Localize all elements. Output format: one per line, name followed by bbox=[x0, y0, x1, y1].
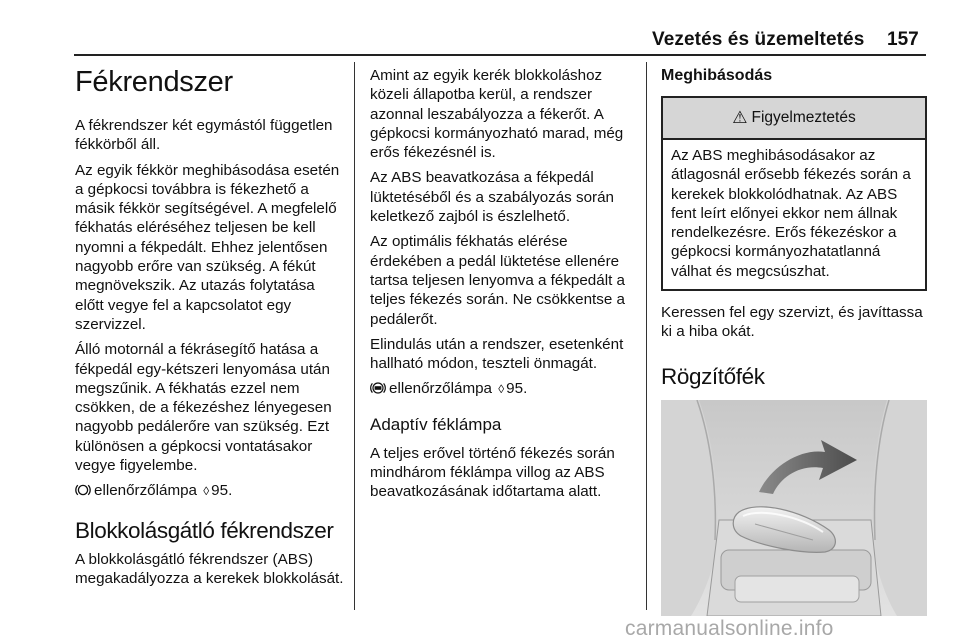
paragraph: Amint az egyik kerék blokkoláshoz közeli állapotba kerül, a rendszer azonnal leszabályozza a fékerőt. A gépkocsi kormányozható marad, még erős fékezésnél is. bbox=[370, 67, 624, 162]
heading-abs: Blokkolásgátló fékrendszer bbox=[75, 517, 334, 543]
lamp-ref-page[interactable]: 95. bbox=[506, 380, 528, 398]
header-rule bbox=[74, 54, 926, 56]
column-1 bbox=[75, 66, 347, 594]
page-reference-icon: ◊ bbox=[498, 382, 505, 397]
paragraph: A fékrendszer két egymástól független fékkörből áll. bbox=[75, 117, 333, 154]
warning-text: Az ABS meghibásodásakor az átlagosnál erősebb fékezés során a kerekek blokkolódhatnak. Az ABS fent leírt előnyei ekkor nem állnak rendelkezésre. Erős fékezéskor a gépkocsi kormányozhatatlanná válhat és megcsúszhat. bbox=[671, 147, 911, 280]
column-2 bbox=[370, 66, 638, 508]
heading-fekrendszer: Fékrendszer bbox=[75, 66, 233, 98]
paragraph: Az ABS beavatkozása a fékpedál lüktetéséből és a szabályozás során keletkező zajból is észlelhető. bbox=[370, 169, 614, 226]
page-number: 157 bbox=[887, 29, 919, 50]
parking-brake-illustration bbox=[661, 400, 927, 616]
lamp-reference bbox=[370, 379, 638, 399]
warning-body bbox=[663, 140, 925, 289]
lamp-ref-page[interactable]: 95. bbox=[211, 482, 233, 500]
warning-triangle-icon: ⚠ bbox=[732, 108, 748, 127]
paragraph: Keressen fel egy szervizt, és javíttassa ki a hiba okát. bbox=[661, 304, 923, 341]
paragraph: Az egyik fékkör meghibásodása esetén a gépkocsi továbbra is fékezhető a másik fékkör segítségével. A megfelelő fékhatás eléréséhez teljesen be kell nyomni a fékpedált. Ehhez jelentősen nagyobb erőre van szükség. A fékút megnövekszik. Az utazás folytatása előtt vegye fel a kapcsolatot egy szervizzel. bbox=[75, 161, 340, 333]
lamp-ref-text: ellenőrzőlámpa bbox=[94, 482, 197, 500]
lamp-reference bbox=[75, 481, 347, 501]
abs-warning-lamp-icon bbox=[370, 381, 386, 395]
paragraph: Elindulás után a rendszer, esetenként hallható módon, teszteli önmagát. bbox=[370, 335, 624, 373]
lamp-ref-text: ellenőrzőlámpa bbox=[389, 380, 492, 398]
column-divider-left bbox=[354, 62, 355, 610]
warning-box bbox=[661, 96, 927, 291]
column-divider-right bbox=[646, 62, 647, 610]
brake-warning-lamp-icon bbox=[75, 483, 91, 497]
heading-adaptive-brake-light: Adaptív féklámpa bbox=[370, 414, 502, 434]
column-3 bbox=[661, 66, 927, 616]
warning-header bbox=[663, 98, 925, 140]
heading-parking-brake: Rögzítőfék bbox=[661, 363, 765, 389]
watermark: carmanualsonline.info bbox=[625, 617, 834, 640]
paragraph: A teljes erővel történő fékezés során mindhárom féklámpa villog az ABS beavatkozásának időtartama alatt. bbox=[370, 444, 615, 501]
section-title: Vezetés és üzemeltetés bbox=[652, 29, 865, 50]
page-reference-icon: ◊ bbox=[203, 484, 210, 499]
paragraph: Az optimális fékhatás elérése érdekében a pedál lüktetése ellenére tartsa teljesen lenyomva a fékpedált a teljes fékezés során. Ne csökkentse a pedálerőt. bbox=[370, 233, 625, 328]
heading-malfunction: Meghibásodás bbox=[661, 67, 773, 84]
paragraph: A blokkolásgátló fékrendszer (ABS) megakadályozza a kerekek blokkolását. bbox=[75, 550, 344, 587]
warning-title: Figyelmeztetés bbox=[751, 109, 856, 126]
paragraph: Álló motornál a fékrásegítő hatása a fékpedál egy-kétszeri lenyomása után megszűnik. A fékhatás ezzel nem csökken, de a fékezéshez lényegesen nagyobb pedálerőre van szükség. Ezt különösen a gépkocsi vontatásakor vegye figyelembe. bbox=[75, 341, 332, 475]
